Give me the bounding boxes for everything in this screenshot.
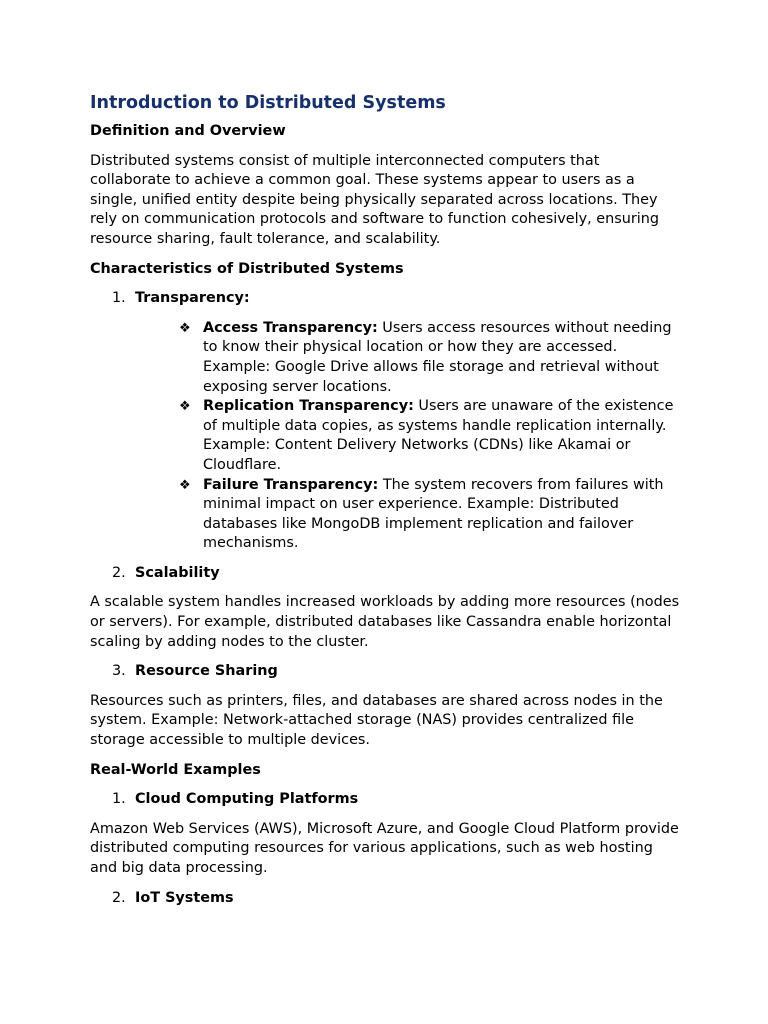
- item-label: Transparency:: [135, 290, 250, 307]
- bullet-term: Access Transparency:: [203, 319, 378, 336]
- bullet-term: Failure Transparency:: [203, 476, 379, 493]
- bullet-replication-transparency: [90, 397, 680, 475]
- item-number: 2.: [112, 564, 126, 581]
- item-label: Cloud Computing Platforms: [135, 791, 359, 808]
- section-heading-definition: Definition and Overview: [90, 123, 286, 139]
- definition-paragraph: Distributed systems consist of multiple interconnected computers that collaborate to achieve a common goal. These systems appear to users as a single, unified entity despite being physically separated across locations. They rely on communication protocols and software to function cohesively, ensuring resource sharing, fault tolerance, and scalability.: [90, 152, 660, 247]
- item-label: IoT Systems: [135, 889, 234, 906]
- document-page: [90, 90, 680, 918]
- item-label: Resource Sharing: [135, 663, 278, 680]
- diamond-bullet-icon: ❖: [179, 399, 191, 415]
- cloud-computing-paragraph: Amazon Web Services (AWS), Microsoft Azure, and Google Cloud Platform provide distributed computing resources for various applications, such as web hosting and big data processing.: [90, 820, 679, 876]
- scalability-paragraph: A scalable system handles increased workloads by adding more resources (nodes or servers). For example, distributed databases like Cassandra enable horizontal scaling by adding nodes to the cluster.: [90, 594, 680, 650]
- transparency-bullet-list: [90, 319, 680, 554]
- diamond-bullet-icon: ❖: [179, 477, 191, 493]
- bullet-text: Users access resources without needing to know their physical location or how they are accessed. Example: Google Drive allows file storage and retrieval without exposing server locations.: [203, 319, 672, 395]
- bullet-access-transparency: [90, 319, 680, 397]
- numbered-item-cloud-computing: [90, 790, 680, 810]
- item-number: 1.: [112, 791, 126, 808]
- numbered-item-resource-sharing: [90, 662, 680, 682]
- diamond-bullet-icon: ❖: [179, 320, 191, 336]
- bullet-term: Replication Transparency:: [203, 398, 414, 415]
- numbered-item-transparency: [90, 289, 680, 309]
- numbered-item-scalability: [90, 564, 680, 584]
- document-title: Introduction to Distributed Systems: [90, 93, 446, 113]
- item-number: 1.: [112, 290, 126, 307]
- bullet-text: The system recovers from failures with minimal impact on user experience. Example: Distributed databases like MongoDB implement replication and failover mechanisms.: [203, 476, 664, 552]
- item-number: 3.: [112, 663, 126, 680]
- section-heading-examples: Real-World Examples: [90, 761, 261, 778]
- bullet-failure-transparency: [90, 476, 680, 554]
- numbered-item-iot-systems: [90, 889, 680, 909]
- section-heading-characteristics: Characteristics of Distributed Systems: [90, 260, 404, 277]
- item-label: Scalability: [135, 564, 220, 581]
- bullet-text: Users are unaware of the existence of multiple data copies, as systems handle replication internally. Example: Content Delivery Networks (CDNs) like Akamai or Cloudflare.: [203, 398, 674, 473]
- item-number: 2.: [112, 889, 126, 906]
- resource-sharing-paragraph: Resources such as printers, files, and databases are shared across nodes in the system. Example: Network-attached storage (NAS) provides centralized file storage accessible to multiple devices.: [90, 692, 663, 749]
